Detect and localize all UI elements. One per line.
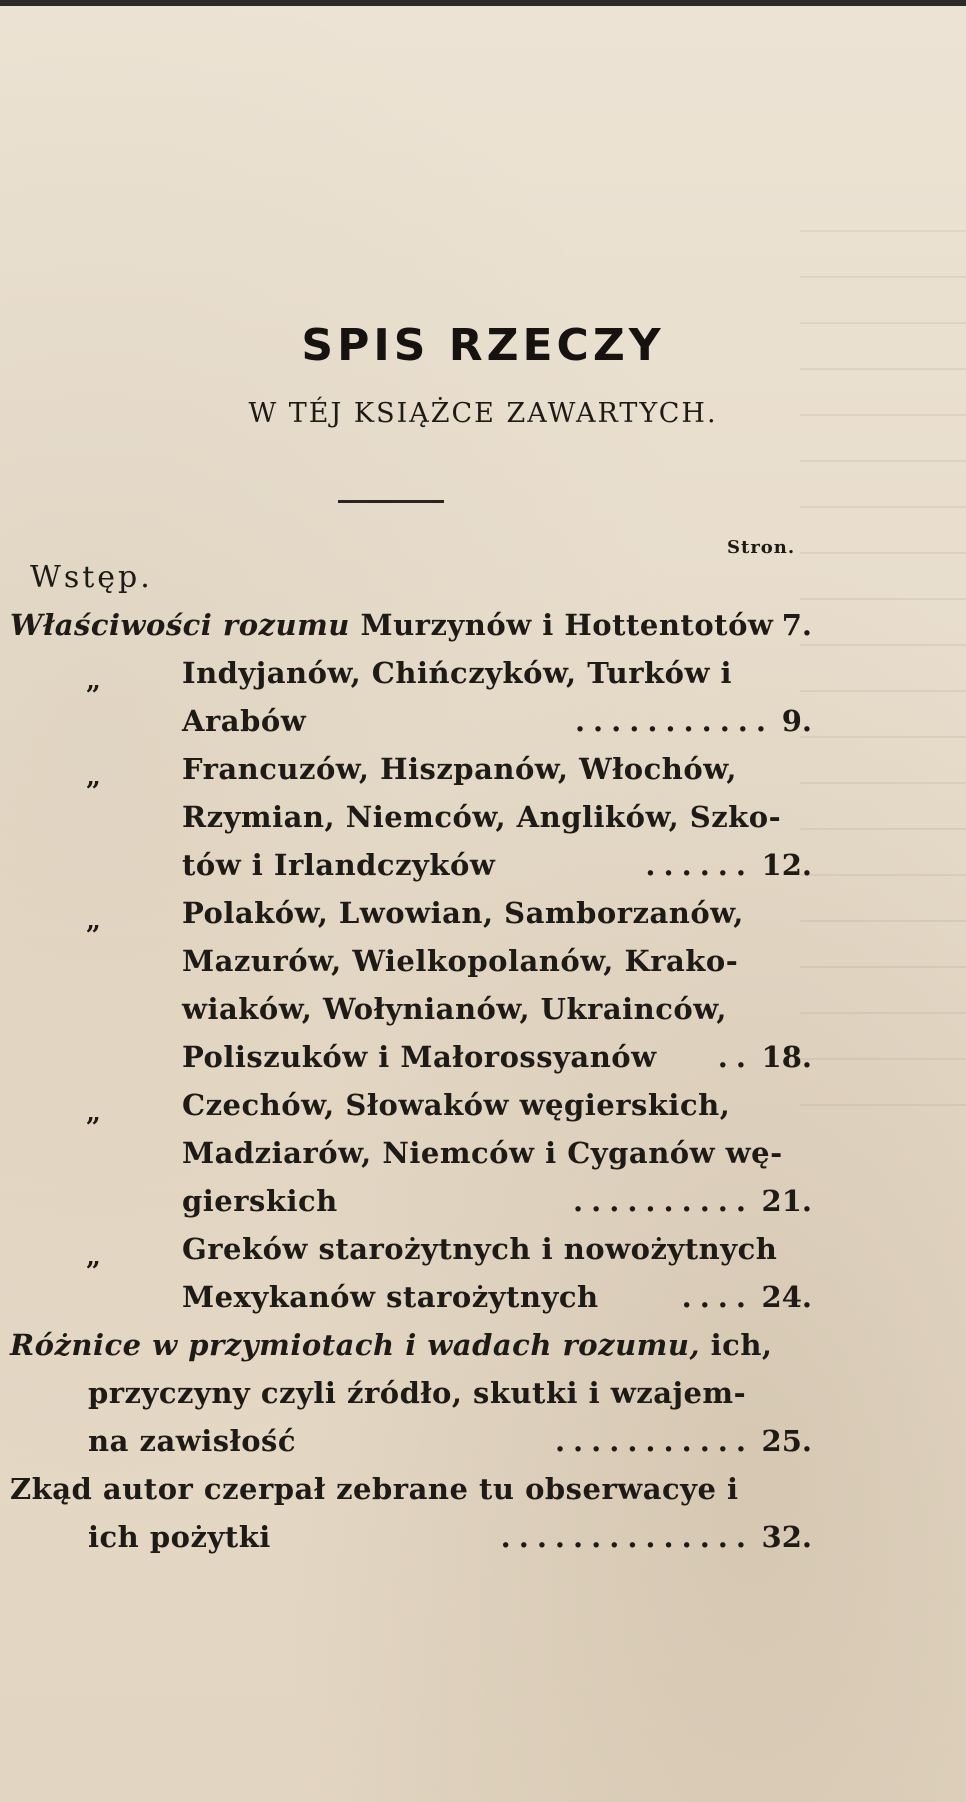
toc-line-text: [88, 1376, 746, 1410]
toc-line-text: [182, 1232, 777, 1266]
dot-leader: ......: [645, 848, 754, 882]
toc-line: [0, 792, 966, 840]
page-number[interactable]: 21.: [761, 1184, 812, 1218]
toc-line: [0, 1512, 966, 1560]
page-number[interactable]: 32.: [761, 1520, 812, 1554]
toc-text: Arabów: [182, 704, 307, 738]
page-number[interactable]: 25.: [761, 1424, 812, 1458]
toc-line-text: [182, 992, 727, 1026]
toc-text: Rzymian, Niemców, Anglików, Szko-: [182, 800, 782, 834]
toc-line-text: [10, 1328, 773, 1362]
toc-text: Greków starożytnych i nowożytnych: [182, 1232, 778, 1266]
toc-line: [0, 936, 966, 984]
toc-entry: [0, 1464, 966, 1560]
page-number[interactable]: 7.: [781, 608, 812, 642]
toc-entry: [0, 648, 966, 744]
toc-text: Polaków, Lwowian, Samborzanów,: [182, 896, 744, 930]
toc-line-text: [182, 896, 744, 930]
toc-line: [0, 1128, 966, 1176]
toc-text: ich pożytki: [88, 1520, 271, 1554]
toc-text: Murzynów i Hottentotów: [360, 608, 774, 642]
toc-line: [0, 600, 966, 648]
page-number[interactable]: 9.: [781, 704, 812, 738]
toc-lead-italic: Różnice w przymiotach i wadach rozumu,: [10, 1328, 701, 1362]
toc-line: [0, 888, 966, 936]
toc-line: [0, 1416, 966, 1464]
page-title: SPIS RZECZY: [301, 320, 665, 371]
page-number[interactable]: 24.: [761, 1280, 812, 1314]
toc-text: Czechów, Słowaków węgierskich,: [182, 1088, 731, 1122]
toc-lead-italic: Właściwości rozumu: [10, 608, 350, 642]
title-divider: [338, 500, 444, 503]
toc-entry: [0, 888, 966, 1080]
toc-entry: [0, 744, 966, 888]
dot-leader: ..: [717, 1040, 754, 1074]
page-column-header: Stron.: [727, 537, 796, 558]
ditto-mark: „: [86, 906, 101, 936]
ditto-mark: „: [86, 666, 101, 696]
toc-line-text: [182, 752, 737, 786]
toc-line: [0, 744, 966, 792]
table-of-contents: [0, 600, 966, 1560]
toc-text: Zkąd autor czerpał zebrane tu obserwacye i: [10, 1472, 739, 1506]
toc-entry: [0, 600, 966, 648]
toc-line: [0, 648, 966, 696]
toc-line-text: [182, 704, 306, 738]
toc-line-text: [10, 608, 773, 642]
toc-text: Mazurów, Wielkopolanów, Krako-: [182, 944, 739, 978]
page-number[interactable]: 18.: [761, 1040, 812, 1074]
toc-line-text: [182, 1184, 338, 1218]
toc-line-text: [182, 1280, 599, 1314]
toc-line: [0, 1176, 966, 1224]
toc-line-text: [182, 800, 781, 834]
toc-text: wiaków, Wołynianów, Ukrainców,: [182, 992, 727, 1026]
toc-text: Madziarów, Niemców i Cyganów wę-: [182, 1136, 783, 1170]
dot-leader: ..........: [573, 1184, 754, 1218]
toc-text: gierskich: [182, 1184, 338, 1218]
toc-text: tów i Irlandczyków: [182, 848, 496, 882]
toc-text: ich,: [710, 1328, 773, 1362]
page-subtitle: W TÉJ KSIĄŻCE ZAWARTYCH.: [248, 398, 718, 429]
toc-line-text: [10, 1472, 739, 1506]
toc-line-text: [182, 1040, 657, 1074]
toc-line-text: [182, 1136, 783, 1170]
toc-line: [0, 1032, 966, 1080]
toc-text: Mexykanów starożytnych: [182, 1280, 599, 1314]
ditto-mark: „: [86, 1242, 101, 1272]
toc-line-text: [182, 944, 738, 978]
toc-line-text: [88, 1424, 296, 1458]
toc-entry: [0, 1224, 966, 1320]
ditto-mark: „: [86, 1098, 101, 1128]
toc-entry: [0, 1320, 966, 1464]
toc-text: Poliszuków i Małorossyanów: [182, 1040, 657, 1074]
intro-entry: Wstęp.: [30, 560, 153, 595]
dot-leader: ...........: [574, 704, 774, 738]
toc-text: Francuzów, Hiszpanów, Włochów,: [182, 752, 737, 786]
toc-line: [0, 840, 966, 888]
toc-line: [0, 1368, 966, 1416]
dot-leader: ...........: [554, 1424, 754, 1458]
toc-line: [0, 984, 966, 1032]
dot-leader: ....: [681, 1280, 754, 1314]
toc-text: Indyjanów, Chińczyków, Turków i: [182, 656, 733, 690]
toc-line-text: [182, 656, 732, 690]
toc-line-text: [182, 1088, 730, 1122]
toc-line: [0, 1272, 966, 1320]
toc-text: na zawisłość: [88, 1424, 297, 1458]
toc-line: [0, 1224, 966, 1272]
toc-line: [0, 1464, 966, 1512]
toc-entry: [0, 1080, 966, 1224]
toc-line: [0, 1080, 966, 1128]
toc-line: [0, 696, 966, 744]
toc-line: [0, 1320, 966, 1368]
toc-line-text: [182, 848, 495, 882]
toc-line-text: [88, 1520, 271, 1554]
toc-text: przyczyny czyli źródło, skutki i wzajem-: [88, 1376, 747, 1410]
ditto-mark: „: [86, 762, 101, 792]
page-number[interactable]: 12.: [761, 848, 812, 882]
page-top-edge: [0, 0, 966, 6]
dot-leader: ..............: [500, 1520, 754, 1554]
